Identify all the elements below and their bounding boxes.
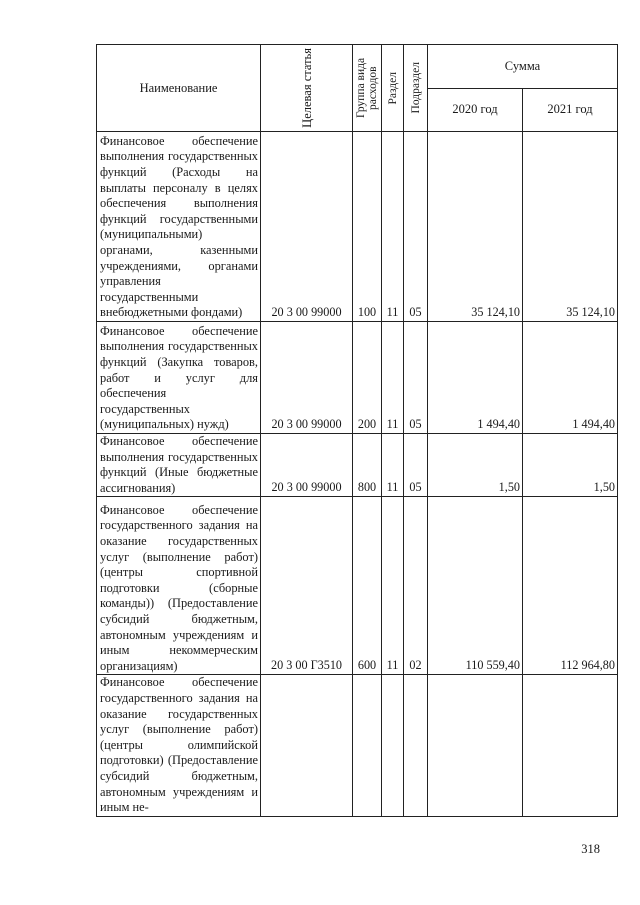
- budget-table: [96, 44, 618, 817]
- table-row: [97, 132, 618, 322]
- table-body: [97, 132, 618, 817]
- row-amount-2020: [428, 675, 523, 816]
- row-group: 800: [353, 434, 382, 497]
- row-subsection: 05: [404, 434, 428, 497]
- header-sum: Сумма: [428, 45, 618, 89]
- row-target: [261, 675, 353, 816]
- row-amount-2021: [523, 675, 618, 816]
- row-target: 20 3 00 Г3510: [261, 497, 353, 675]
- header-year-2021: 2021 год: [523, 88, 618, 132]
- row-group: 600: [353, 497, 382, 675]
- row-amount-2021: 1,50: [523, 434, 618, 497]
- row-subsection: 05: [404, 322, 428, 434]
- table-row: [97, 322, 618, 434]
- row-amount-2020: 1,50: [428, 434, 523, 497]
- row-group: [353, 675, 382, 816]
- row-section: 11: [382, 322, 404, 434]
- row-section: 11: [382, 434, 404, 497]
- row-section: 11: [382, 497, 404, 675]
- row-target: 20 3 00 99000: [261, 132, 353, 322]
- row-section: 11: [382, 132, 404, 322]
- row-subsection: 05: [404, 132, 428, 322]
- row-name: Финансовое обеспечение выполнения государственных функций (Расходы на выплаты персоналу в целях обеспечения выполнения функций государственными (муниципальными) органами, казенными учреждениями, органами управления государственными внебюджетными фондами): [97, 132, 261, 322]
- header-target: Целевая статья: [261, 45, 353, 132]
- row-amount-2021: 35 124,10: [523, 132, 618, 322]
- row-amount-2020: 1 494,40: [428, 322, 523, 434]
- header-group: Группа вида расходов: [353, 45, 382, 132]
- row-amount-2021: 112 964,80: [523, 497, 618, 675]
- page-number: 318: [581, 842, 600, 856]
- row-subsection: [404, 675, 428, 816]
- row-section: [382, 675, 404, 816]
- row-name: Финансовое обеспечение выполнения государственных функций (Иные бюджетные ассигнования): [97, 434, 261, 497]
- header-subsection: Подраздел: [404, 45, 428, 132]
- row-name: Финансовое обеспечение выполнения государственных функций (Закупка товаров, работ и услуг для обеспечения государственных (муниципальных) нужд): [97, 322, 261, 434]
- row-target: 20 3 00 99000: [261, 322, 353, 434]
- row-amount-2020: 35 124,10: [428, 132, 523, 322]
- table-header: [97, 45, 618, 132]
- row-subsection: 02: [404, 497, 428, 675]
- row-amount-2021: 1 494,40: [523, 322, 618, 434]
- table-row: [97, 675, 618, 816]
- row-name: Финансовое обеспечение государственного задания на оказание государственных услуг (выполнение работ) (центры олимпийской подготовки) (Предоставление субсидий бюджетным, автономным учреждениям и иным не-: [97, 675, 261, 816]
- header-year-2020: 2020 год: [428, 88, 523, 132]
- table-row: [97, 434, 618, 497]
- header-name: Наименование: [97, 45, 261, 132]
- table-row: [97, 497, 618, 675]
- row-group: 100: [353, 132, 382, 322]
- row-amount-2020: 110 559,40: [428, 497, 523, 675]
- row-target: 20 3 00 99000: [261, 434, 353, 497]
- row-name: Финансовое обеспечение государственного задания на оказание государственных услуг (выполнение работ) (центры спортивной подготовки (сборные команды)) (Предоставление субсидий бюджетным, автономным учреждениям и иным некоммерческим организациям): [97, 497, 261, 675]
- header-section: Раздел: [382, 45, 404, 132]
- row-group: 200: [353, 322, 382, 434]
